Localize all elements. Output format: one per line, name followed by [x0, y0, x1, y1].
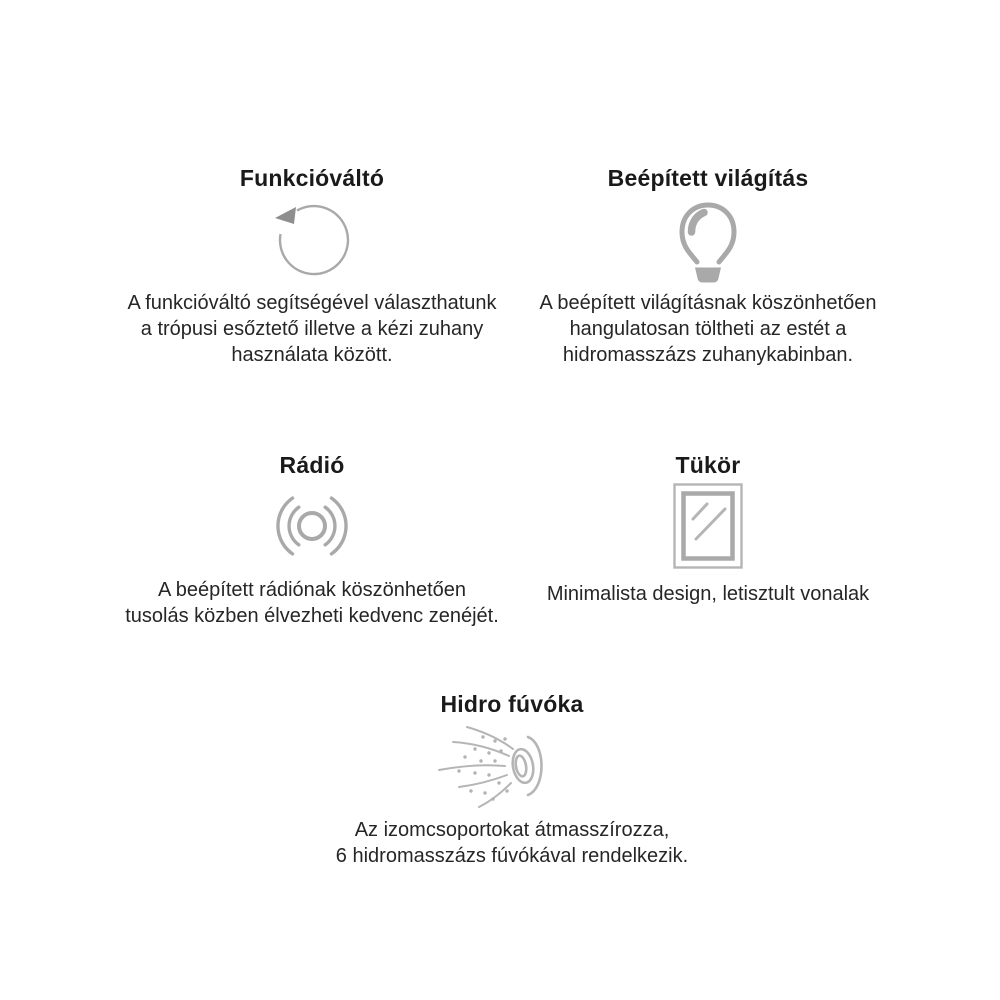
radio-waves-icon	[264, 488, 360, 564]
feature-description: A funkcióváltó segítségével választhatunk a trópusi esőztető illetve a kézi zuhany használata között.	[127, 292, 497, 366]
water-jet-icon	[450, 723, 574, 809]
feature-card-funkciovalto	[112, 164, 512, 368]
feature-description: Az izomcsoportokat átmasszírozza, 6 hidromasszázs fúvókával rendelkezik.	[335, 819, 689, 867]
feature-card-tukor	[508, 451, 908, 607]
feature-description: A beépített világításnak köszönhetően hangulatosan töltheti az estét a hidromasszázs zuhanykabinban.	[539, 292, 877, 366]
feature-card-radio	[112, 451, 512, 629]
mirror-icon	[673, 483, 743, 569]
feature-card-hidro-fuvoka	[312, 690, 712, 869]
feature-title: Rádió	[279, 452, 345, 478]
feature-card-vilagitas	[508, 164, 908, 368]
feature-title: Hidro fúvóka	[440, 691, 584, 717]
feature-title: Funkcióváltó	[239, 165, 385, 191]
feature-description: Minimalista design, letisztult vonalak	[546, 583, 870, 605]
feature-title: Tükör	[675, 452, 741, 478]
feature-description: A beépített rádiónak köszönhetően tusolás közben élvezheti kedvenc zenéjét.	[125, 579, 499, 627]
feature-title: Beépített világítás	[607, 165, 809, 191]
light-bulb-icon	[668, 200, 748, 284]
rotate-arrow-icon	[274, 202, 350, 276]
